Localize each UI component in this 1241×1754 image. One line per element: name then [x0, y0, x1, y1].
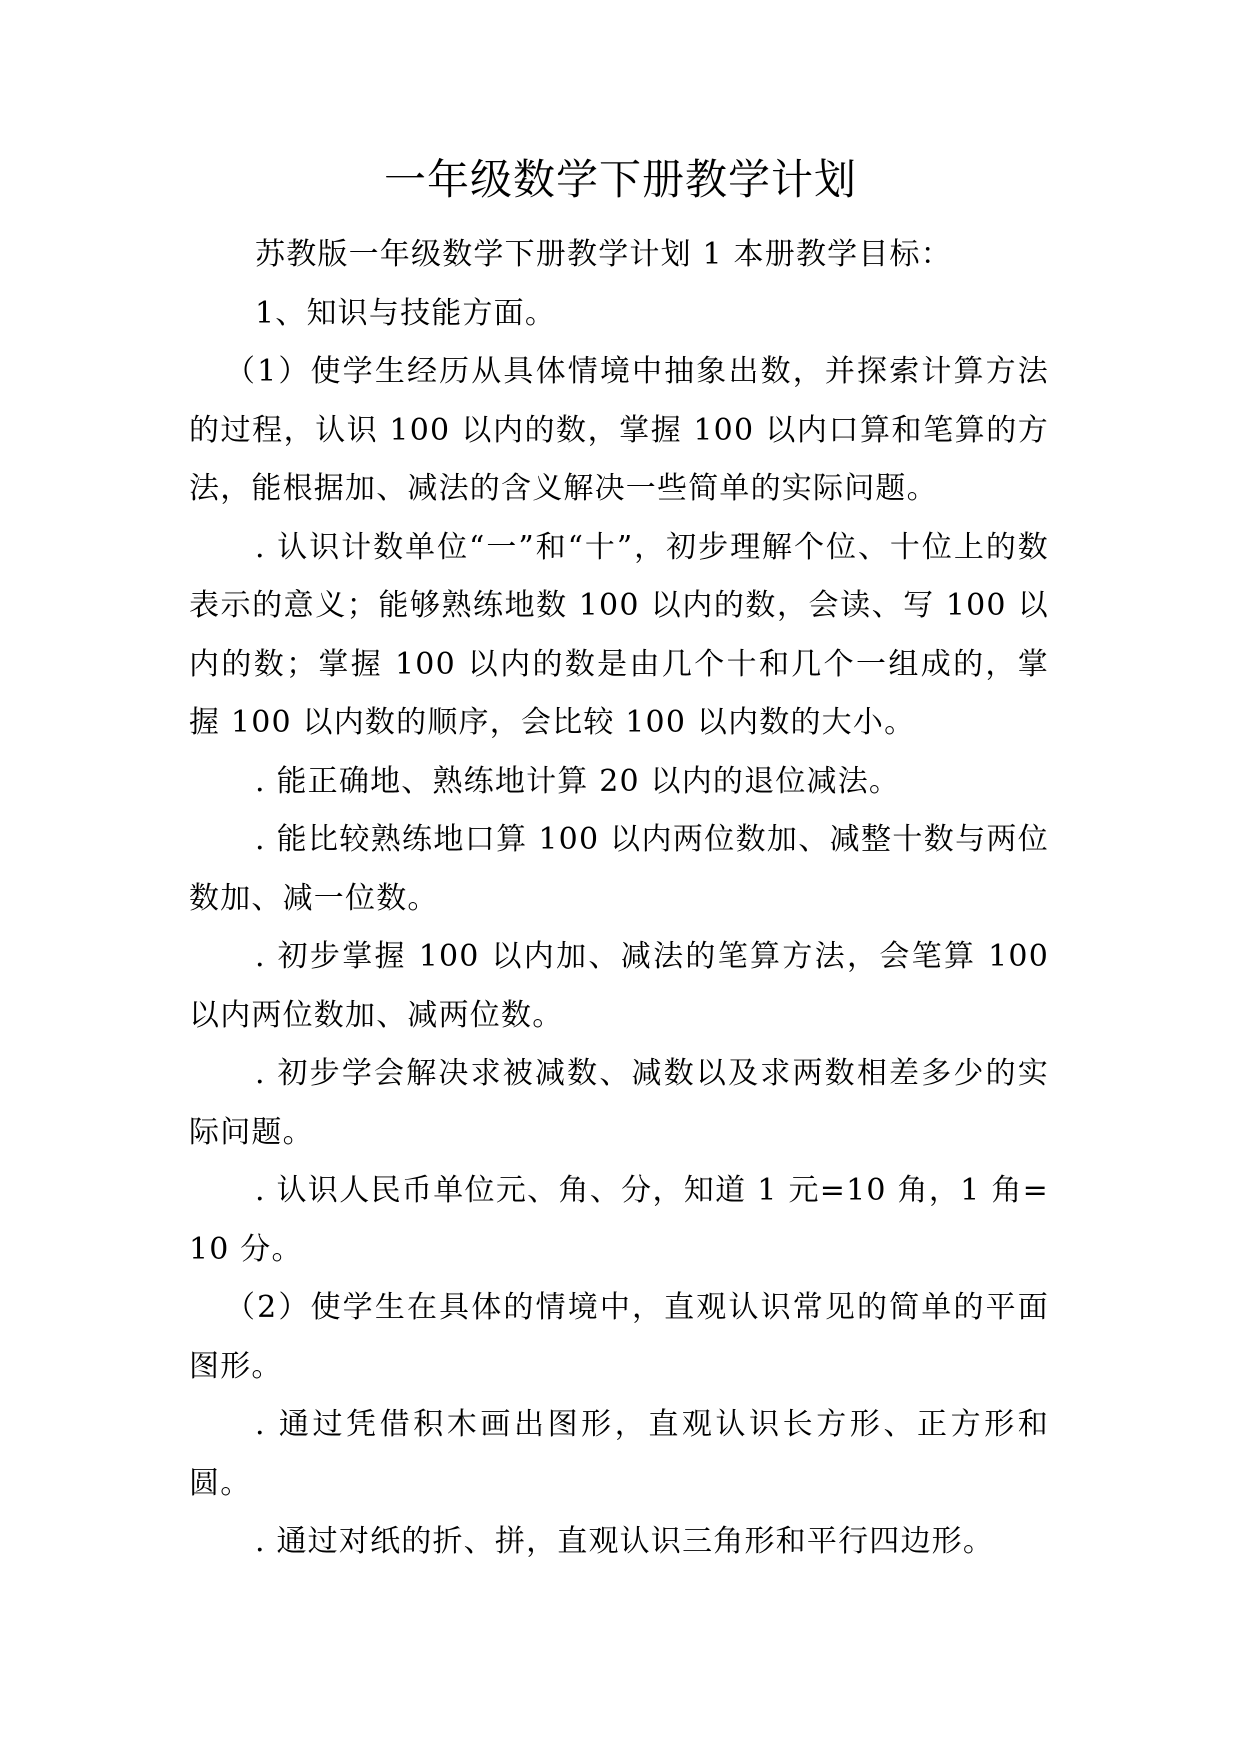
paragraph-item: . 初步掌握 100 以内加、减法的笔算方法，会笔算 100 以内两位数加、减两位数。	[189, 939, 1049, 1033]
paragraph-goal-1: （1）使学生经历从具体情境中抽象出数，并探索计算方法的过程，认识 100 以内的数，掌握 100 以内口算和笔算的方法，能根据加、减法的含义解决一些简单的实际问题。	[189, 354, 1049, 506]
paragraph-item: . 初步学会解决求被减数、减数以及求两数相差多少的实际问题。	[189, 1056, 1049, 1150]
paragraph-item: . 能比较熟练地口算 100 以内两位数加、减整十数与两位数加、减一位数。	[189, 822, 1049, 916]
paragraph-intro: 苏教版一年级数学下册教学计划 1 本册教学目标：	[255, 237, 952, 272]
document-body	[189, 226, 1049, 1572]
document-title: 一年级数学下册教学计划	[383, 155, 857, 204]
paragraph-item: . 认识人民币单位元、角、分，知道 1 元=10 角，1 角=10 分。	[189, 1173, 1049, 1267]
paragraph-item: . 通过对纸的折、拼，直观认识三角形和平行四边形。	[255, 1524, 995, 1559]
paragraph-item: . 通过凭借积木画出图形，直观认识长方形、正方形和圆。	[189, 1407, 1049, 1501]
paragraph-goal-2: （2）使学生在具体的情境中，直观认识常见的简单的平面图形。	[189, 1290, 1049, 1384]
paragraph-item: . 能正确地、熟练地计算 20 以内的退位减法。	[255, 763, 901, 799]
paragraph-item: . 认识计数单位“一”和“十”，初步理解个位、十位上的数表示的意义；能够熟练地数 100 以内的数，会读、写 100 以内的数；掌握 100 以内的数是由几个十和几个一组成的，掌握 100 以内数的顺序，会比较 100 以内数的大小。	[189, 529, 1049, 740]
paragraph-section-heading: 1、知识与技能方面。	[255, 295, 557, 331]
